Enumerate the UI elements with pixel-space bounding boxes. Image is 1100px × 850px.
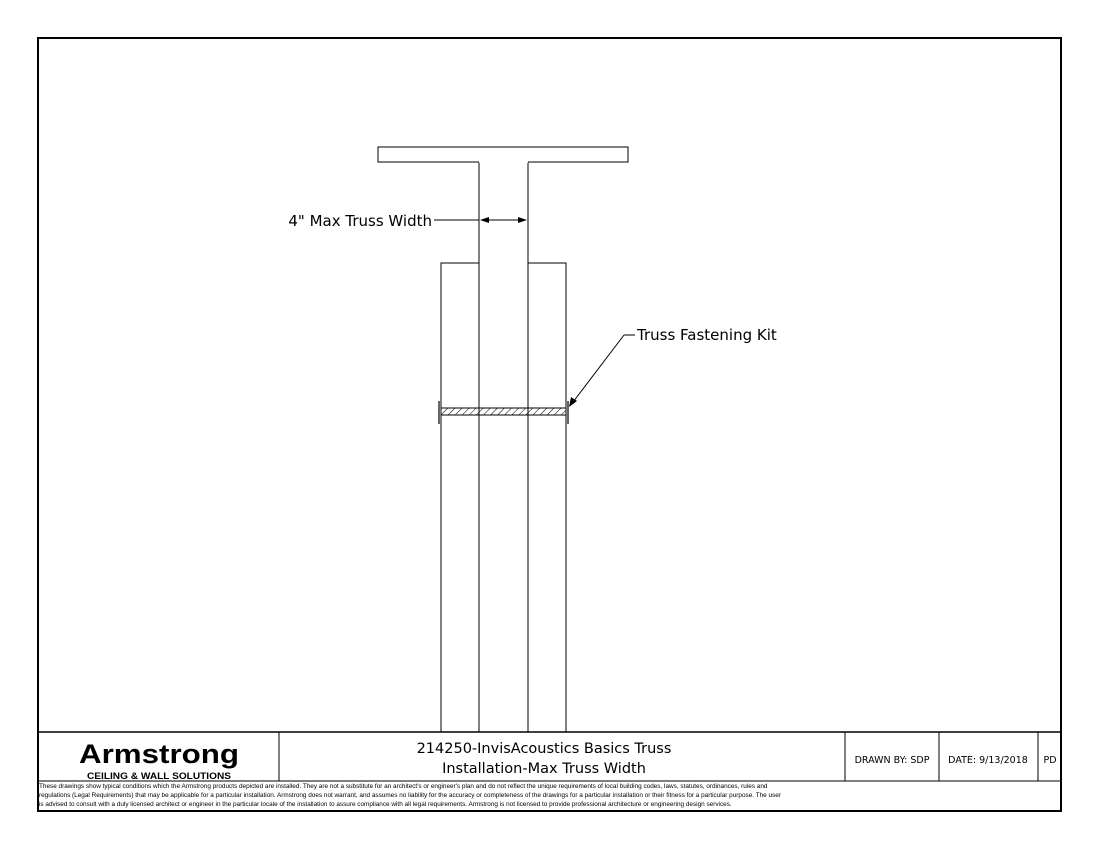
fastening-leader-line	[570, 335, 624, 406]
disclaimer-line1: These drawings show typical conditions which the Armstrong products depicted are installed. They are not a substitute for an architect's or engineer's plan and do not reflect the unique requirements of local building codes, laws, statutes, ordinances, rules and	[39, 783, 768, 790]
left-panel	[441, 263, 479, 732]
armstrong-logo	[79, 739, 239, 781]
logo-brand: Armstrong	[79, 739, 239, 769]
drawing-title-line2: Installation-Max Truss Width	[442, 761, 646, 777]
drawn-by-field: DRAWN BY: SDP	[854, 755, 930, 766]
date-field: DATE: 9/13/2018	[948, 755, 1028, 766]
legal-disclaimer	[39, 782, 1060, 810]
ceiling-flange	[378, 147, 628, 162]
truss-web	[479, 162, 528, 732]
drawing-title-line1: 214250-InvisAcoustics Basics Truss	[416, 741, 672, 757]
disclaimer-line3: is advised to consult with a duly licensed architect or engineer in the particular locale of the installation to assure compliance with all legal requirements. Armstrong is not licensed to provide professional architecture or engineering design services.	[39, 801, 732, 809]
logo-tagline: CEILING & WALL SOLUTIONS	[87, 771, 231, 781]
fastening-kit-label: Truss Fastening Kit	[637, 326, 777, 344]
truss-width-label: 4" Max Truss Width	[288, 212, 432, 230]
disclaimer-line2: regulations (Legal Requirements) that may be applicable for a particular installation. Armstrong does not warrant, and assumes no liability for the accuracy or completeness of the drawings for a particular installation or their fitness for a particular purpose. The user	[39, 792, 781, 800]
fastening-kit-band	[441, 408, 566, 415]
right-panel	[528, 263, 566, 732]
code-field: PD	[1043, 755, 1057, 766]
